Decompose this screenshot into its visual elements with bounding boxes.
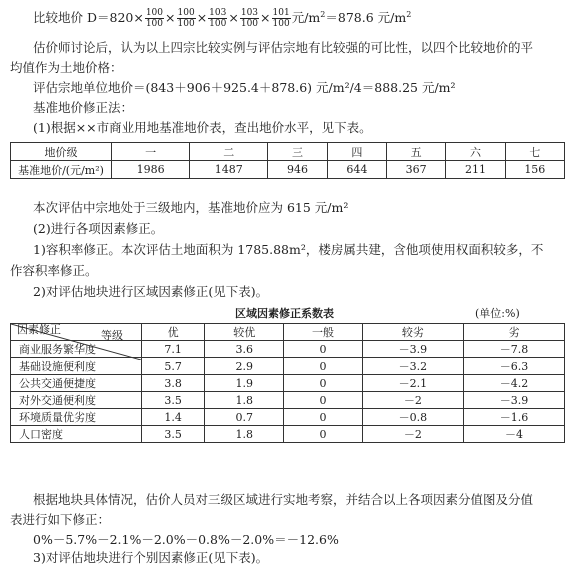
diagonal-header-cell [11, 324, 142, 341]
grade-label: 等级 [101, 329, 123, 342]
table-cell: 对外交通便利度 [11, 392, 142, 409]
table-cell: －0.8 [362, 409, 463, 426]
formula-unit: 元/m [291, 10, 321, 25]
table-cell: －4.2 [463, 375, 564, 392]
table-cell: 0.7 [205, 409, 284, 426]
table-cell: 156 [505, 161, 564, 179]
table-cell: 地价级 [11, 143, 112, 161]
table-cell: 1.8 [205, 392, 284, 409]
table-cell: 644 [327, 161, 386, 179]
table-cell: 基础设施便利度 [11, 358, 142, 375]
table-cell: 四 [327, 143, 386, 161]
table-cell: 二 [190, 143, 268, 161]
table-cell: 三 [268, 143, 327, 161]
paragraph: 估价师讨论后，认为以上四宗比较实例与评估宗地有比较强的可比性，以四个比较地价的平 [33, 40, 534, 55]
table-cell: 六 [446, 143, 505, 161]
table-cell: 环境质量优劣度 [11, 409, 142, 426]
paragraph: 1)容积率修正。本次评估土地面积为 1785.88m²，楼房属共建，含他项使用权面积较多，不 [33, 242, 544, 257]
table-row [11, 426, 565, 443]
table-cell: 5.7 [142, 358, 205, 375]
table-cell: 946 [268, 161, 327, 179]
formula-result: ＝878.6 元/m [325, 10, 407, 25]
table-cell: 1.8 [205, 426, 284, 443]
table-cell: 1986 [112, 161, 190, 179]
table-cell: －2 [362, 392, 463, 409]
table-row [11, 392, 565, 409]
table-cell: 优 [142, 324, 205, 341]
table-cell: 0 [284, 341, 363, 358]
table-cell: 1.4 [142, 409, 205, 426]
paragraph: 作容积率修正。 [10, 263, 98, 278]
table-cell: 7.1 [142, 341, 205, 358]
table-cell: 七 [505, 143, 564, 161]
table-cell: 0 [284, 375, 363, 392]
table-cell: 较优 [205, 324, 284, 341]
table-cell: 人口密度 [11, 426, 142, 443]
table-cell: 0 [284, 358, 363, 375]
table-cell: 0 [284, 409, 363, 426]
table-row [11, 409, 565, 426]
table-cell: 劣 [463, 324, 564, 341]
fraction: $\frac{100}{100}$ [177, 8, 195, 29]
formula-line: 比较地价 D＝820× $\frac{100}{100}$ × $\frac{100}{100}$ × $\frac{103}{100}$ × $\frac{103}{100}$ × $\frac{101}{100}$ 元$/m^2=878.6$ 元$/m^2$ [33, 8, 412, 29]
table-cell: 一般 [284, 324, 363, 341]
table-cell: 3.5 [142, 392, 205, 409]
paragraph: (1)根据××市商业用地基准地价表，查出地价水平，见下表。 [33, 120, 372, 135]
factor-label: 因素修正 [17, 323, 61, 336]
table-header-row [11, 143, 565, 161]
table-row [11, 375, 565, 392]
table-cell: 3.5 [142, 426, 205, 443]
table-cell: －4 [463, 426, 564, 443]
table-cell: －3.2 [362, 358, 463, 375]
table-unit: (单位:%) [475, 307, 520, 320]
table-cell: －6.3 [463, 358, 564, 375]
paragraph: 2)对评估地块进行区域因素修正(见下表)。 [33, 284, 269, 299]
paragraph: 3)对评估地块进行个别因素修正(见下表)。 [33, 550, 269, 565]
table-cell: －7.8 [463, 341, 564, 358]
table-cell: 五 [387, 143, 446, 161]
table-cell: 0 [284, 426, 363, 443]
table-cell: 基准地价/(元/m²) [11, 161, 112, 179]
table-cell: 较劣 [362, 324, 463, 341]
table-cell: 商业服务繁华度 [11, 341, 142, 358]
table-row [11, 358, 565, 375]
paragraph: 基准地价修正法： [33, 100, 134, 115]
table-cell: 一 [112, 143, 190, 161]
table-cell: 211 [446, 161, 505, 179]
paragraph: 本次评估中宗地处于三级地内，基准地价应为 615 元/m² [33, 200, 349, 215]
table-row [11, 161, 565, 179]
paragraph: 表进行如下修正： [10, 512, 111, 527]
table-cell: 3.6 [205, 341, 284, 358]
table-cell: 1.9 [205, 375, 284, 392]
fraction: $\frac{100}{100}$ [145, 8, 164, 29]
table-cell: －3.9 [362, 341, 463, 358]
table-caption: 区域因素修正系数表 [235, 307, 334, 320]
paragraph: 评估宗地单位地价＝(843＋906＋925.4＋878.6) 元/m²/4＝888.25 元/m² [33, 80, 456, 95]
fraction: $\frac{103}{100}$ [209, 8, 227, 29]
paragraph: 根据地块具体情况，估价人员对三级区域进行实地考察，并结合以上各项因素分值图及分值 [33, 492, 534, 507]
table-cell: －1.6 [463, 409, 564, 426]
table-cell: －3.9 [463, 392, 564, 409]
table-cell: 3.8 [142, 375, 205, 392]
table-header-row [11, 324, 565, 341]
paragraph: (2)进行各项因素修正。 [33, 221, 164, 236]
regional-factor-table [10, 323, 565, 443]
table-cell: 0 [284, 392, 363, 409]
table-cell: 2.9 [205, 358, 284, 375]
fraction: $\frac{103}{100}$ [240, 8, 259, 29]
table-cell: －2 [362, 426, 463, 443]
fraction: $\frac{101}{100}$ [272, 8, 290, 29]
paragraph: 均值作为土地价格： [10, 60, 123, 75]
table-cell: －2.1 [362, 375, 463, 392]
table-cell: 1487 [190, 161, 268, 179]
table-cell: 367 [387, 161, 446, 179]
formula-prefix: 比较地价 D＝820× [33, 10, 144, 25]
paragraph: 0%－5.7%－2.1%－2.0%－0.8%－2.0%＝－12.6% [33, 532, 339, 547]
benchmark-price-table [10, 142, 565, 179]
table-cell: 公共交通便捷度 [11, 375, 142, 392]
